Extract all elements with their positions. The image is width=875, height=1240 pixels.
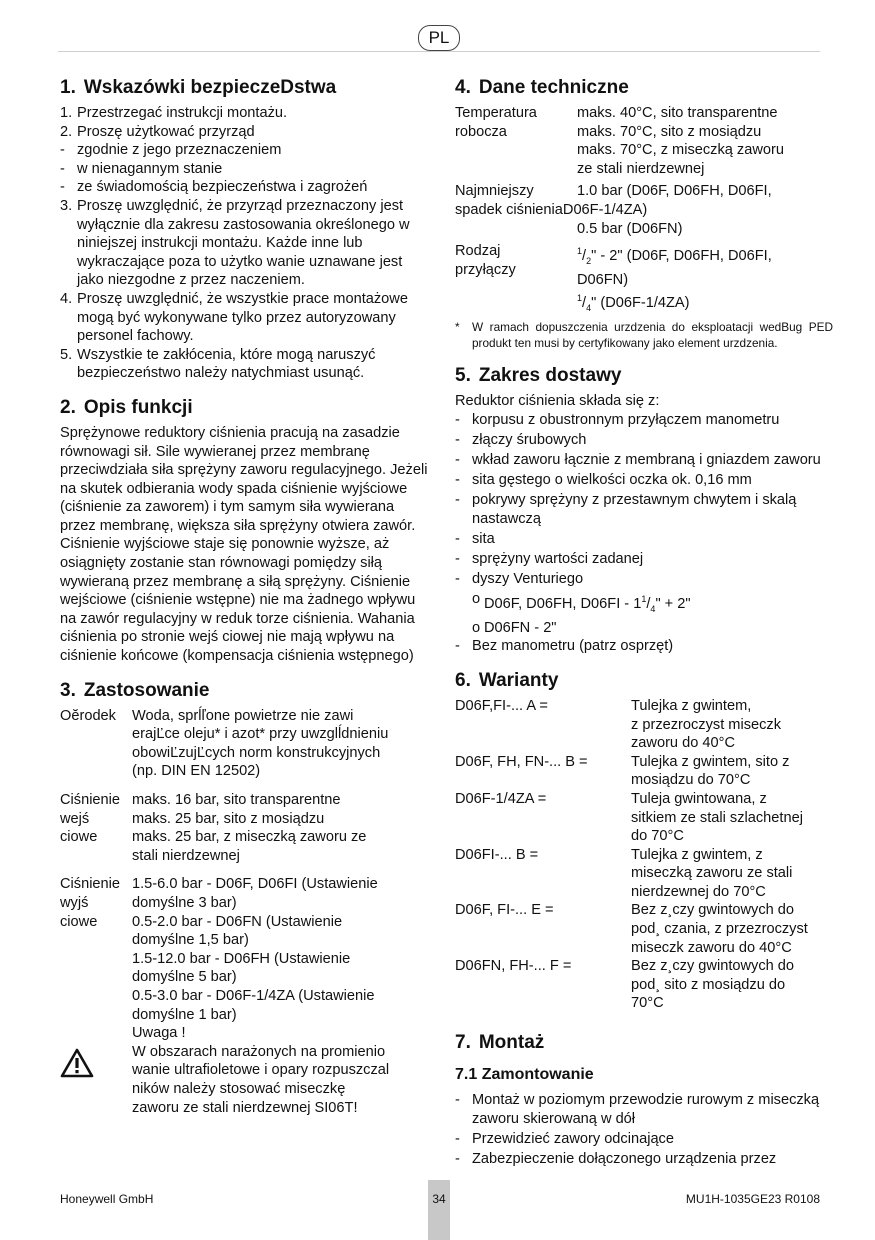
medium-value: Woda, sprĺľone powietrze nie zawi erajĽce oleju* i azot* przy uwzglĺdnieniu obowiĽzujĽcych norm konstrukcyjnych (np. DIN EN 12502) bbox=[132, 707, 389, 780]
medium-row bbox=[60, 707, 428, 781]
list-item: - w nienagannym stanie bbox=[60, 160, 223, 177]
page-number: 34 bbox=[428, 1180, 450, 1240]
delivery-intro: Reduktor ciśnienia składa się z: bbox=[455, 393, 660, 410]
pressure-drop-label-2: spadek ciśnienia bbox=[455, 201, 563, 218]
variant-row bbox=[455, 790, 833, 846]
variant-row bbox=[455, 846, 833, 902]
temperature-row bbox=[455, 104, 833, 178]
list-item: - zgodnie z jego przeznaczeniem bbox=[60, 142, 282, 159]
connection-row bbox=[455, 242, 833, 317]
variant-code: D06FI-... B = bbox=[455, 846, 539, 863]
section-application bbox=[60, 679, 428, 1117]
header-rule bbox=[58, 51, 820, 52]
right-column bbox=[455, 76, 833, 1181]
installation-list bbox=[455, 1091, 833, 1168]
medium-label: Oĕrodek bbox=[60, 707, 116, 724]
list-item: 2. Proszę użytkować przyrząd bbox=[60, 123, 255, 140]
warning-text: Uwaga ! W obszarach narażonych na promienio wanie ultrafioletowe i opary rozpuszczal ników należy stosować miseczkę zaworu ze stali nierdzewnej SI06T! bbox=[132, 1025, 390, 1116]
safety-list bbox=[60, 104, 428, 383]
pressure-drop-value-3: 0.5 bar (D06FN) bbox=[577, 220, 683, 237]
variant-description: Bez z¸czy gwintowych do pod¸ sito z mosiądzu do 70°C bbox=[631, 958, 795, 1012]
pressure-drop-value-1: 1.0 bar (D06F, D06FH, D06FI, bbox=[577, 183, 772, 200]
function-text: Sprężynowe reduktory ciśnienia pracują na zasadzie równowagi sił. Sile wywieranej przez membranę przeciwdziała siła sprężyny zaworu regulacyjnego. Jeżeli na skutek odbierania wody spada ciśnienie wyjściowe (ciśnienie za zaworem) i tym samym siła wywierana przez membranę, większa siła sprężyny otwiera zawór. Ciśnienie wyjściowe staje się ponownie wyższe, aż osiągnięty zostanie stan równowagi pomiędzy siłą wywieraną przez membranę a siłą sprężyny. Ciśnienie wejściowe (ciśnienie wstępne) nie ma żadnego wpływu na zawór regulacyjny w reduk torze ciśnienia. Wahania ciśnienia po stronie wejś ciowej nie mają wpływu na ciśnienie końcowe (kompensacja ciśnienia wstępnego) bbox=[60, 424, 428, 665]
list-item: - Montaż w poziomym przewodzie rurowym z miseczką zaworu skierowaną w dół bbox=[455, 1092, 820, 1127]
delivery-subitem: o D06F, D06FH, $D06FI - 1^1/_4$" + 2" bbox=[472, 591, 691, 615]
certification-note: * W ramach dopuszczenia urzdzenia do eksploatacji wedBug PED produkt ten musi by certyfikowany jako element urzdzenia. bbox=[455, 320, 833, 350]
variant-description: Tuleja gwintowana, z sitkiem ze stali szlachetnej do 70°C bbox=[631, 790, 803, 845]
footer-doc-id: MU1H-1035GE23 R0108 bbox=[685, 1192, 820, 1206]
variant-row bbox=[455, 957, 833, 1013]
heading-mounting: 7.1 Zamontowanie bbox=[455, 1066, 594, 1084]
outlet-pressure-value: 1.5-6.0 bar - D06F, D06FI (Ustawienie domyślne 3 bar) 0.5-2.0 bar - D06FN (Ustawienie domyślne 1,5 bar) 1.5-12.0 bar - D06FH (Ustawienie domyślne 5 bar) 0.5-3.0 bar - D06F-1/4ZA (Ustawienie domyślne 1 bar) bbox=[132, 876, 378, 1023]
heading-installation: 7. Montaż bbox=[455, 1032, 545, 1054]
list-item: 5. Wszystkie te zakłócenia, które mogą naruszyć bezpieczeństwo należy natychmiast usunąć. bbox=[60, 346, 376, 382]
variant-description: Bez z¸czy gwintowych do pod¸ czania, z przezroczyst miseczk zaworu do 40°C bbox=[631, 902, 808, 956]
heading-function: 2. Opis funkcji bbox=[60, 396, 193, 418]
left-column bbox=[60, 76, 428, 1130]
temperature-label: Temperatura robocza bbox=[455, 105, 537, 140]
list-item: - Zabezpieczenie dołączonego urządzenia przez bbox=[455, 1150, 777, 1167]
list-item: - sprężyny wartości zadanej bbox=[455, 551, 644, 568]
outlet-pressure-label: Ciśnienie wyjś ciowe bbox=[60, 876, 121, 930]
heading-application: 3. Zastosowanie bbox=[60, 679, 210, 701]
pressure-drop-label-1: Najmniejszy bbox=[455, 183, 534, 200]
delivery-item: - Bez manometru (patrz osprzęt) bbox=[455, 638, 674, 655]
list-item: 4. Proszę uwzględnić, że wszystkie prace montażowe mogą być wykonywane tylko przez autoryzowany personel fachowy. bbox=[60, 290, 408, 345]
variant-code: D06F,FI-... A = bbox=[455, 697, 548, 714]
variant-description: Tulejka z gwintem, z miseczką zaworu ze stali nierdzewnej do 70°C bbox=[631, 846, 793, 900]
section-safety bbox=[60, 76, 428, 383]
pressure-drop-row bbox=[455, 182, 833, 238]
warning-triangle-icon bbox=[60, 1024, 132, 1117]
pressure-drop-value-2: D06F-1/4ZA) bbox=[562, 201, 648, 218]
section-installation bbox=[455, 1031, 833, 1168]
heading-variants: 6. Warianty bbox=[455, 669, 559, 691]
list-item: - korpusu z obustronnym przyłączem manometru bbox=[455, 412, 780, 429]
section-scope-of-delivery bbox=[455, 364, 833, 655]
uv-warning bbox=[60, 1024, 428, 1117]
variant-description: Tulejka z gwintem, z przezroczyst miseczk zaworu do 40°C bbox=[631, 697, 782, 752]
outlet-pressure-row bbox=[60, 875, 428, 1024]
heading-scope-of-delivery: 5. Zakres dostawy bbox=[455, 365, 622, 387]
variant-description: Tulejka z gwintem, sito z mosiądzu do 70°C bbox=[631, 753, 790, 789]
section-technical-data bbox=[455, 76, 833, 351]
variant-code: D06F-1/4ZA = bbox=[455, 790, 547, 807]
footer-company: Honeywell GmbH bbox=[60, 1192, 154, 1206]
delivery-list bbox=[455, 411, 833, 589]
heading-technical-data: 4. Dane techniczne bbox=[455, 77, 629, 98]
inlet-pressure-value: maks. 16 bar, sito transparentne maks. 25 bar, sito z mosiądzu maks. 25 bar, z miseczką zaworu ze stali nierdzewnej bbox=[132, 792, 367, 864]
inlet-pressure-label: Ciśnienie wejś ciowe bbox=[60, 792, 121, 846]
list-item: - Przewidzieć zawory odcinające bbox=[455, 1130, 674, 1147]
section-function bbox=[60, 396, 428, 666]
variant-row bbox=[455, 753, 833, 790]
heading-safety: 1. Wskazówki bezpieczeDstwa bbox=[60, 77, 337, 98]
variant-code: D06F, FI-... E = bbox=[455, 902, 554, 919]
variant-code: D06F, FH, FN-... B = bbox=[455, 753, 588, 770]
inlet-pressure-row bbox=[60, 791, 428, 865]
connection-value: $^1/_2$" - 2" (D06F, D06FH, D06FI, D06FN) $^1/_4$" (D06F-1/4ZA) bbox=[577, 246, 772, 313]
temperature-value: maks. 40°C, sito transparentne maks. 70°C, sito z mosiądzu maks. 70°C, z miseczką zaworu ze stali nierdzewnej bbox=[577, 105, 784, 177]
variant-row bbox=[455, 697, 833, 753]
variants-table bbox=[455, 697, 833, 1013]
list-item: - złączy śrubowych bbox=[455, 432, 587, 449]
list-item: - sita bbox=[455, 531, 495, 548]
list-item: - pokrywy sprężyny z przestawnym chwytem i skalą nastawczą bbox=[455, 492, 797, 528]
list-item: - dyszy Venturiego bbox=[455, 571, 584, 588]
connection-label: Rodzaj przyłączy bbox=[455, 243, 516, 278]
section-variants bbox=[455, 669, 833, 1013]
list-item: - ze świadomością bezpieczeństwa i zagrożeń bbox=[60, 179, 368, 196]
list-item: - wkład zaworu łącznie z membraną i gniazdem zaworu bbox=[455, 452, 821, 469]
language-badge: PL bbox=[418, 25, 460, 51]
delivery-subitem: o D06FN - 2" bbox=[472, 619, 557, 636]
list-item: 3. Proszę uwzględnić, że przyrząd przeznaczony jest wyłącznie dla zakresu zastosowania określonego w niniejszej instrukcji montażu. Każde inne lub wykraczające poza to użytko wanie uznawane jest jako niezgodne z przez naczeniem. bbox=[60, 197, 410, 289]
variant-row bbox=[455, 901, 833, 957]
variant-code: D06FN, FH-... F = bbox=[455, 958, 572, 975]
list-item: 1. Przestrzegać instrukcji montażu. bbox=[60, 105, 288, 121]
list-item: - sita gęstego o wielkości oczka ok. 0,16 mm bbox=[455, 472, 752, 489]
